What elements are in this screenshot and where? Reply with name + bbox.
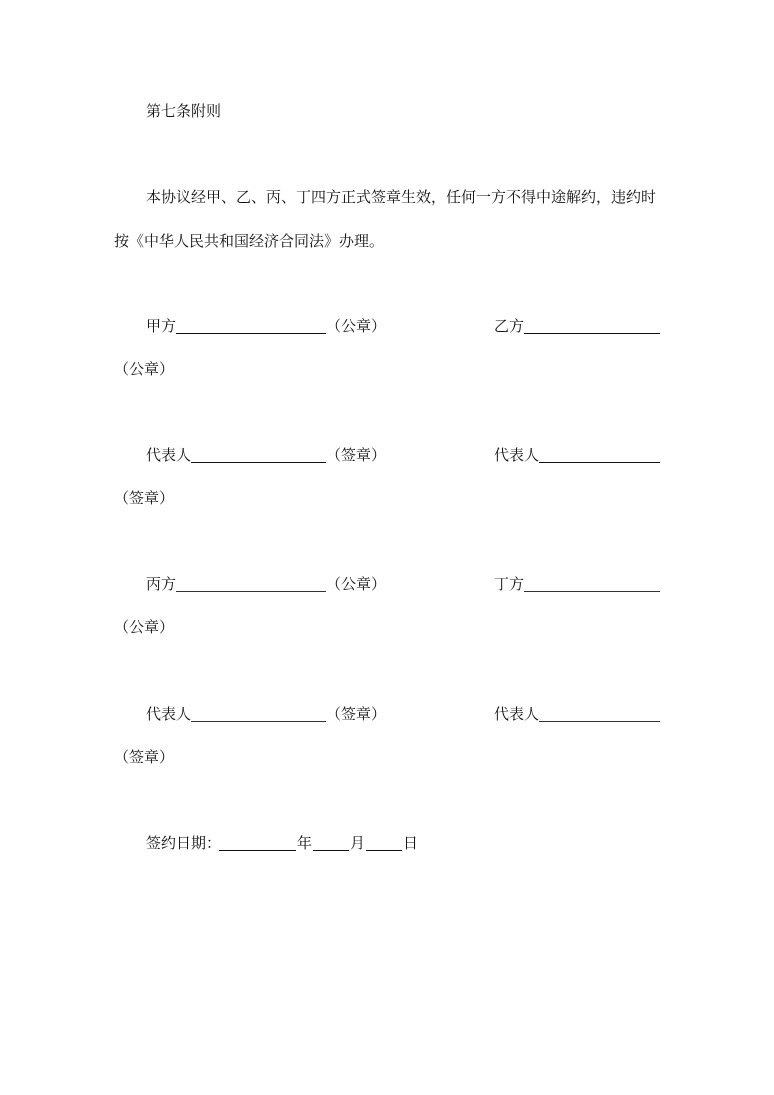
party-b-signature-line	[524, 333, 660, 334]
rep-d-signature-line	[539, 721, 660, 722]
rep-c-seal-note: （签章）	[326, 705, 387, 723]
signing-month-blank	[313, 850, 349, 851]
party-c-signature-line	[176, 591, 326, 592]
rep-b-label: 代表人	[494, 446, 540, 464]
signing-year-blank	[219, 850, 296, 851]
rep-a-seal-note: （签章）	[326, 446, 387, 464]
rep-c-label: 代表人	[146, 705, 192, 723]
rep-a-signature-line	[191, 462, 326, 463]
article-heading: 第七条附则	[146, 102, 222, 120]
signing-month-unit: 月	[350, 834, 366, 852]
party-b-label: 乙方	[494, 317, 525, 335]
party-a-label: 甲方	[146, 317, 177, 335]
article-paragraph-line-1: 本协议经甲、乙、丙、丁四方正式签章生效，任何一方不得中途解约，违约时	[146, 188, 657, 206]
signing-day-unit: 日	[403, 834, 419, 852]
party-d-signature-line	[524, 591, 660, 592]
party-a-signature-line	[176, 333, 326, 334]
signing-date-label: 签约日期：	[146, 834, 222, 852]
party-c-seal-note: （公章）	[326, 575, 387, 593]
party-d-label: 丁方	[494, 575, 525, 593]
party-d-seal-note: （公章）	[114, 618, 175, 636]
rep-b-signature-line	[539, 462, 660, 463]
party-c-label: 丙方	[146, 575, 177, 593]
article-paragraph-line-2: 按《中华人民共和国经济合同法》办理。	[114, 232, 385, 250]
rep-c-signature-line	[191, 721, 326, 722]
party-b-seal-note: （公章）	[114, 360, 175, 378]
rep-d-seal-note: （签章）	[114, 748, 175, 766]
signing-year-unit: 年	[297, 834, 313, 852]
party-a-seal-note: （公章）	[326, 317, 387, 335]
signing-day-blank	[366, 850, 402, 851]
rep-d-label: 代表人	[494, 705, 540, 723]
rep-b-seal-note: （签章）	[114, 489, 175, 507]
rep-a-label: 代表人	[146, 446, 192, 464]
